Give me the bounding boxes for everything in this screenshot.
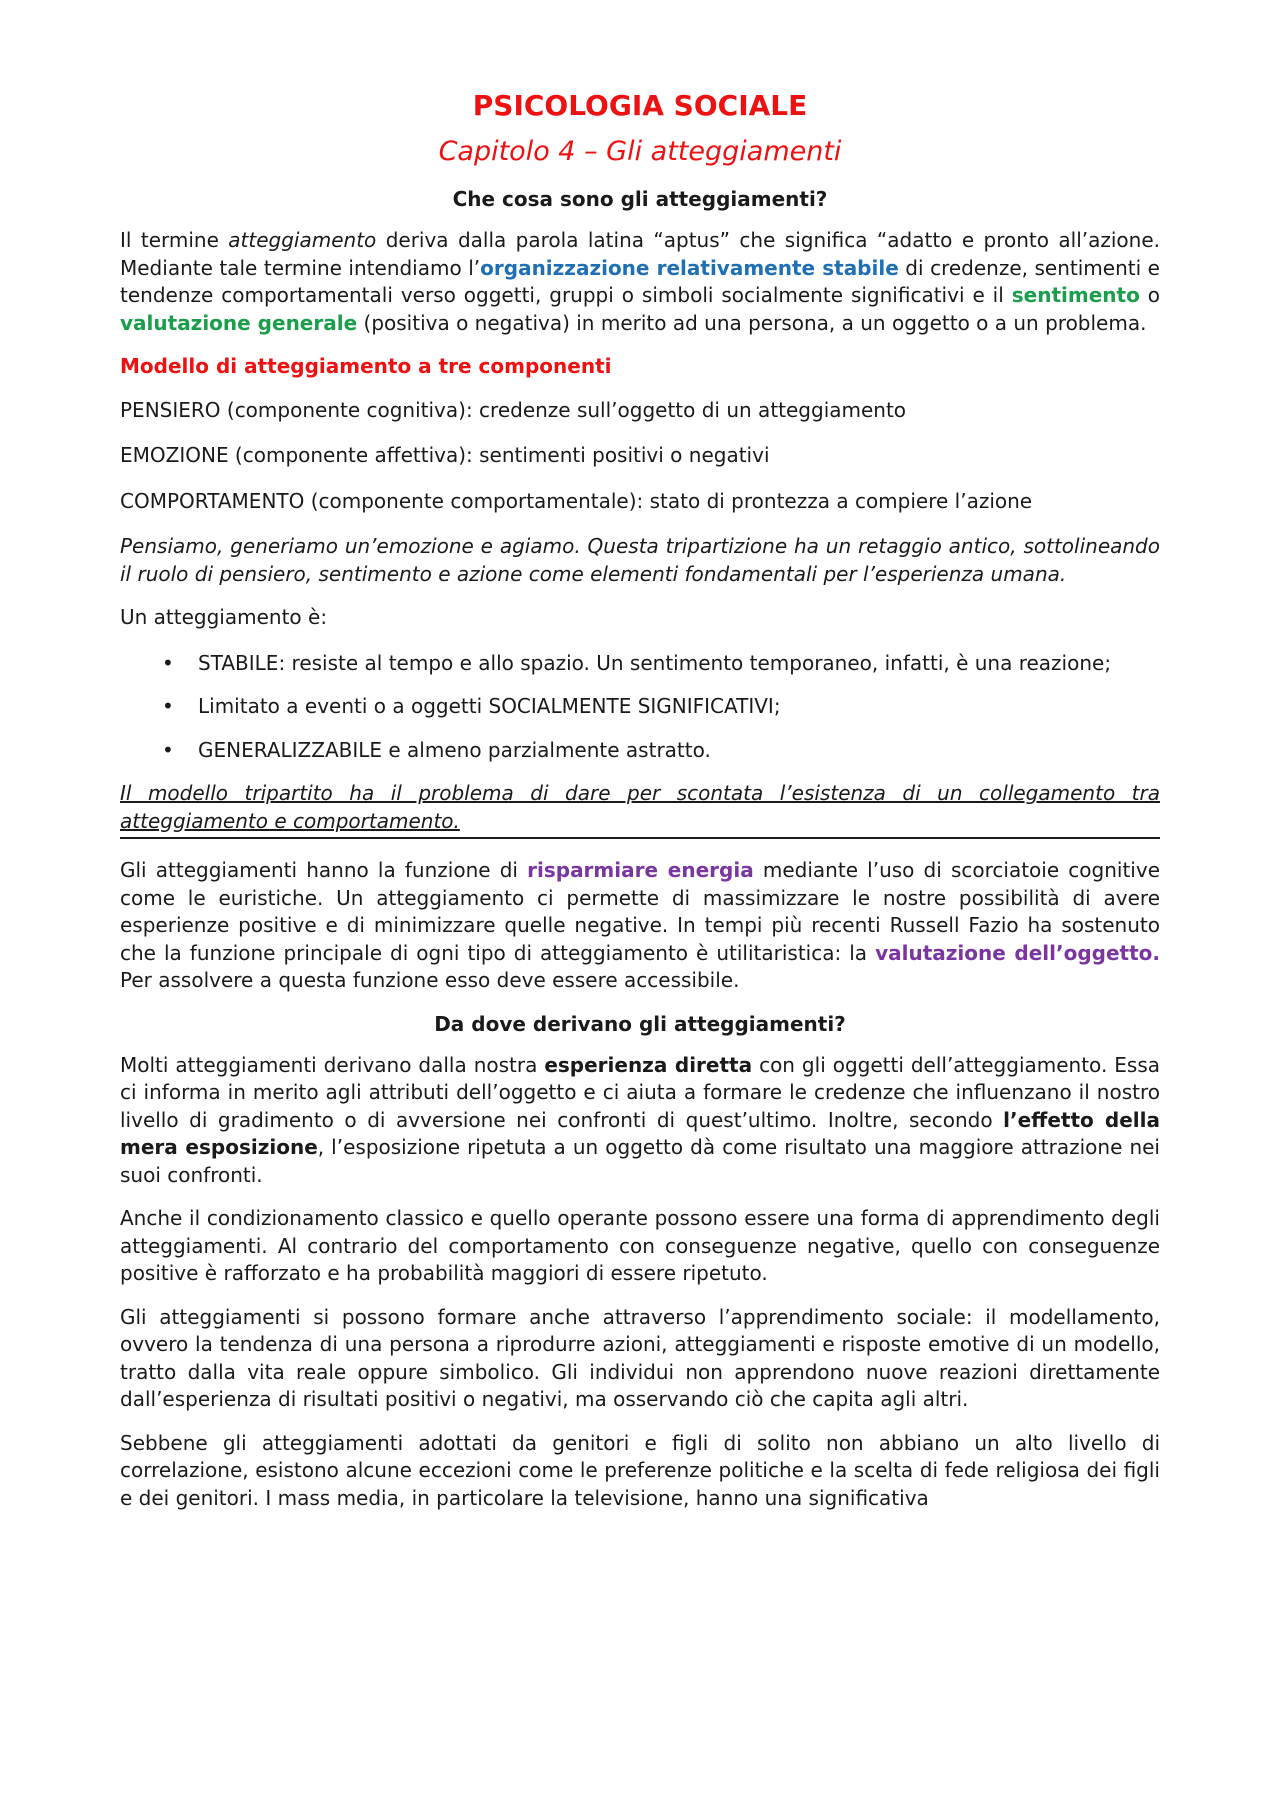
component-pensiero: PENSIERO (componente cognitiva): credenze sull’oggetto di un atteggiamento bbox=[120, 397, 907, 422]
attitude-properties-list bbox=[120, 650, 1160, 765]
tripartition-paragraph: Pensiamo, generiamo un’emozione e agiamo. Questa tripartizione ha un retaggio antico, sottolineando il ruolo di pensiero, sentimento e azione come elementi fondamentali per l’esperienza umana. bbox=[120, 534, 1160, 586]
list-item: • Limitato a eventi o a oggetti SOCIALMENTE SIGNIFICATIVI; bbox=[120, 693, 1160, 721]
highlight-valutazione-oggetto: valutazione dell’oggetto. bbox=[875, 940, 1161, 965]
bold-esperienza-diretta: esperienza diretta bbox=[544, 1052, 753, 1077]
highlight-organizzazione: organizzazione relativamente stabile bbox=[480, 255, 899, 280]
section-heading-what-are-attitudes: Che cosa sono gli atteggiamenti? bbox=[452, 187, 828, 211]
document-page bbox=[120, 88, 1160, 1528]
function-paragraph: Gli atteggiamenti hanno la funzione di risparmiare energia mediante l’uso di scorciatoie cognitive come le euristiche. Un atteggiamento ci permette di massimizzare le nostre possibilità di avere esperienze positive e di minimizzare quelle negative. In tempi più recenti Russell Fazio ha sostenuto che la funzione principale di ogni tipo di atteggiamento è utilitaristica: la valutazione dell’oggetto. Per assolvere a questa funzione esso deve essere accessibile. bbox=[120, 858, 1161, 992]
list-intro: Un atteggiamento è: bbox=[120, 605, 328, 629]
definition-paragraph: Il termine atteggiamento deriva dalla parola latina “aptus” che significa “adatto e pronto all’azione. Mediante tale termine intendiamo l’organizzazione relativamente stabile di credenze, sentimenti e tendenze comportamentali verso oggetti, gruppi o simboli socialmente significativi e il sentimento o valutazione generale (positiva o negativa) in merito ad una persona, a un oggetto o a un problema. bbox=[120, 228, 1161, 335]
highlight-valutazione-generale: valutazione generale bbox=[120, 310, 358, 335]
underlined-note: Il modello tripartito ha il problema di dare per scontata l’esistenza di un collegamento tra atteggiamento e comportamento. bbox=[120, 780, 1160, 839]
term-atteggiamento: atteggiamento bbox=[228, 228, 377, 252]
highlight-risparmiare-energia: risparmiare energia bbox=[527, 858, 754, 882]
list-item: • GENERALIZZABILE e almeno parzialmente astratto. bbox=[120, 737, 1160, 765]
chapter-subtitle: Capitolo 4 – Gli atteggiamenti bbox=[438, 136, 842, 167]
bold-mera-esposizione: l’effetto della mera esposizione bbox=[120, 1107, 1161, 1159]
highlight-sentimento: sentimento bbox=[1011, 283, 1140, 307]
conditioning-paragraph: Anche il condizionamento classico e quello operante possono essere una forma di apprendimento degli atteggiamenti. Al contrario del comportamento con conseguenze negative, quello con conseguenze positive è rafforzato e ha probabilità maggiori di essere ripetuto. bbox=[120, 1206, 1160, 1285]
parents-children-paragraph: Sebbene gli atteggiamenti adottati da genitori e figli di solito non abbiano un alto livello di correlazione, esistono alcune eccezioni come le preferenze politiche e la scelta di fede religiosa dei figli e dei genitori. I mass media, in particolare la televisione, hanno una significativa bbox=[120, 1430, 1160, 1510]
component-comportamento: COMPORTAMENTO (componente comportamentale): stato di prontezza a compiere l’azione bbox=[120, 488, 1033, 513]
bullet-icon: • bbox=[162, 650, 174, 675]
section-heading-origins: Da dove derivano gli atteggiamenti? bbox=[434, 1011, 846, 1036]
social-learning-paragraph: Gli atteggiamenti si possono formare anche attraverso l’apprendimento sociale: il modellamento, ovvero la tendenza di una persona a riprodurre azioni, atteggiamenti e risposte emotive di un modello, tratto dalla vita reale oppure simbolico. Gli individui non apprendono nuove reazioni direttamente dall’esperienza di risultati positivi o negativi, ma osservando ciò che capita agli altri. bbox=[120, 1304, 1160, 1411]
bullet-icon: • bbox=[162, 694, 174, 718]
list-item: • STABILE: resiste al tempo e allo spazio. Un sentimento temporaneo, infatti, è una reazione; bbox=[120, 650, 1160, 678]
document-title: PSICOLOGIA SOCIALE bbox=[472, 89, 808, 122]
bullet-icon: • bbox=[162, 737, 174, 762]
model-heading: Modello di atteggiamento a tre componenti bbox=[120, 354, 612, 378]
direct-experience-paragraph: Molti atteggiamenti derivano dalla nostra esperienza diretta con gli oggetti dell’atteggiamento. Essa ci informa in merito agli attributi dell’oggetto e ci aiuta a formare le credenze che influenzano il nostro livello di gradimento o di avversione nei confronti di quest’ultimo. Inoltre, secondo l’effetto della mera esposizione, l’esposizione ripetuta a un oggetto dà come risultato una maggiore attrazione nei suoi confronti. bbox=[120, 1052, 1161, 1187]
component-emozione: EMOZIONE (componente affettiva): sentimenti positivi o negativi bbox=[120, 443, 770, 467]
